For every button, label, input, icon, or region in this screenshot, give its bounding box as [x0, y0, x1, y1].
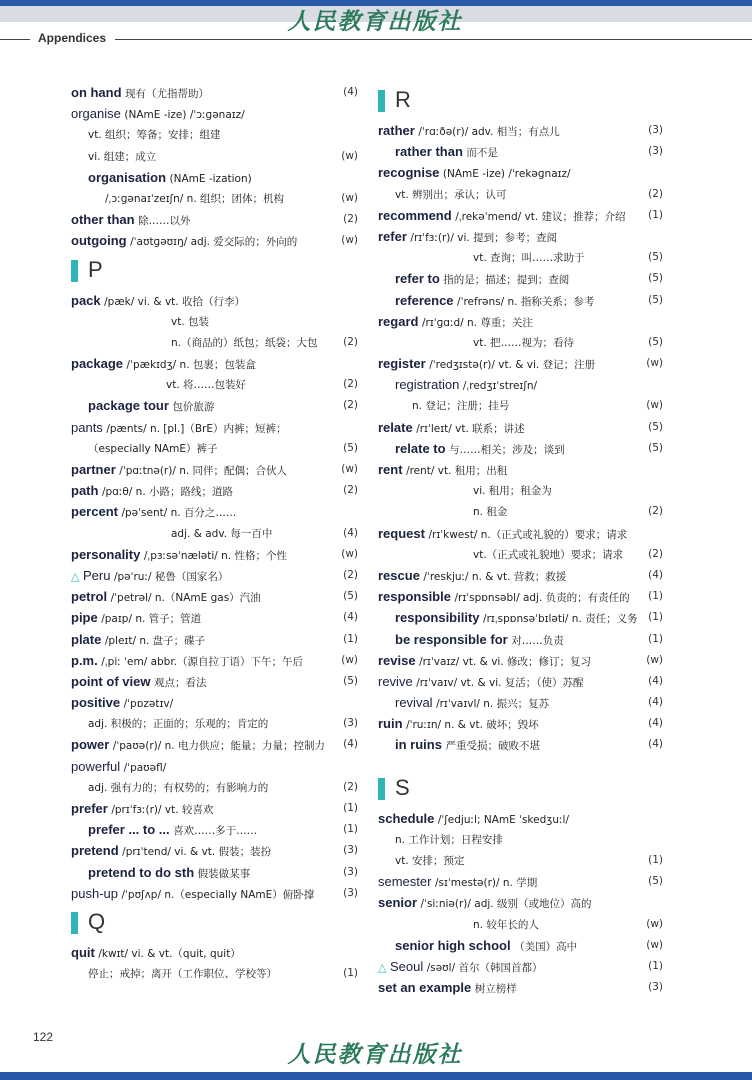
- unit-reference: (1): [648, 611, 663, 624]
- entry-definition: vt. 安排；预定: [395, 855, 465, 867]
- unit-reference: (4): [648, 696, 663, 709]
- headword: regard: [378, 313, 419, 329]
- entry-line: [71, 459, 358, 480]
- entry-line: [378, 395, 663, 416]
- headword: pretend: [71, 843, 119, 859]
- header-rule-right: [115, 39, 752, 40]
- headword: power: [71, 737, 110, 753]
- header-rule-left: [0, 39, 30, 40]
- entry-line: [71, 798, 358, 819]
- headword: pants: [71, 419, 103, 435]
- entry-line: [71, 82, 358, 103]
- unit-reference: (2): [343, 484, 358, 497]
- entry-definition: 包价旅游: [172, 401, 215, 414]
- headword: other than: [71, 212, 135, 228]
- unit-reference: (1): [648, 208, 663, 221]
- entry-definition: /rɪˈvaɪz/ vt. & vi. 修改；修订；复习: [419, 655, 592, 668]
- entry-definition: (NAmE -ization): [169, 172, 252, 185]
- headword: set an example: [378, 980, 472, 996]
- headword: be responsible for: [395, 631, 508, 647]
- entry-definition: /ˈsiːniə(r)/ adj. 级别（或地位）高的: [420, 898, 592, 911]
- entry-definition: /ˌredʒɪˈstreɪʃn/: [462, 380, 538, 393]
- headword: plate: [71, 631, 102, 647]
- entry-line: [71, 607, 358, 628]
- entry-definition: /ˈpɑːtnə(r)/ n. 同伴；配偶；合伙人: [119, 465, 288, 477]
- entry-line: [378, 914, 663, 935]
- headword: personality: [71, 546, 141, 562]
- entry-line: [378, 501, 663, 522]
- entry-definition: /pəˈsent/ n. 百分之……: [121, 507, 237, 520]
- headword: revival: [395, 695, 433, 711]
- headword: relate: [378, 419, 413, 435]
- entry-definition: /rɪˈɡɑːd/ n. 尊重；关注: [421, 316, 533, 329]
- headword: prefer: [71, 801, 108, 816]
- section-heading: [378, 770, 663, 808]
- entry-definition: /ˈaʊtɡəʊɪŋ/ adj. 爱交际的；外向的: [130, 236, 298, 249]
- headword: recommend: [378, 207, 452, 223]
- headword: ruin: [378, 716, 403, 732]
- unit-reference: (1): [343, 632, 358, 645]
- entry-definition: /kwɪt/ vi. & vt.（quit, quit）: [98, 947, 241, 960]
- unit-reference: (2): [648, 187, 663, 200]
- headword: schedule: [378, 810, 435, 826]
- entry-definition: /ˌpɜːsəˈnæləti/ n. 性格；个性: [143, 549, 287, 562]
- unit-reference: (w): [341, 653, 358, 666]
- unit-reference: (2): [648, 505, 663, 518]
- entry-line: [71, 586, 358, 607]
- headword: package tour: [88, 398, 169, 414]
- headword: revive: [378, 673, 413, 689]
- entry-definition: /ˈreskjuː/ n. & vt. 营救；救援: [423, 570, 567, 583]
- headword: on hand: [71, 85, 122, 100]
- unit-reference: (2): [343, 780, 358, 793]
- unit-reference: (2): [343, 399, 358, 412]
- headword: in ruins: [395, 737, 442, 753]
- entry-definition: n.（商品的）纸包；纸袋；大包: [171, 336, 318, 349]
- entry-definition: vt. 组织；筹备；安排；组建: [88, 129, 221, 142]
- section-marker-bar: [71, 912, 78, 934]
- entry-line: [71, 942, 358, 963]
- unit-reference: (4): [343, 738, 358, 751]
- bottom-color-bar: [0, 1072, 752, 1080]
- entry-definition: vt. 包装: [171, 315, 210, 328]
- entry-line: [71, 565, 358, 586]
- entry-line: [378, 205, 663, 226]
- headword: senior high school: [395, 937, 511, 953]
- entry-definition: /ˈpʊʃʌp/ n.（especially NAmE）俯卧撑: [121, 888, 315, 901]
- entry-definition: /ˌrekəˈmend/ vt. 建议；推荐；介绍: [455, 210, 626, 223]
- entry-definition: /ˈpaʊəfl/: [123, 761, 167, 774]
- entry-line: [378, 713, 663, 734]
- entry-definition: 严重受损；破败不堪: [445, 740, 540, 753]
- section-letter: Q: [88, 908, 106, 934]
- entry-line: [71, 734, 358, 755]
- entry-definition: 假装做某事: [197, 867, 251, 880]
- entry-definition: /prɪˈtend/ vi. & vt. 假装；装扮: [122, 846, 272, 859]
- entry-line: [378, 226, 663, 247]
- section-letter: S: [395, 774, 410, 800]
- unit-reference: (w): [341, 191, 358, 204]
- headword: outgoing: [71, 233, 127, 249]
- entry-line: [378, 268, 663, 289]
- entry-definition: /pæk/ vi. & vt. 收拾（行李）: [104, 295, 245, 308]
- entry-line: [378, 353, 663, 374]
- entry-line: [378, 607, 663, 628]
- entry-line: [71, 480, 358, 501]
- entry-line: [378, 586, 663, 607]
- entry-definition: （美国）高中: [514, 940, 578, 953]
- section-heading: [71, 904, 358, 942]
- entry-line: [378, 374, 663, 395]
- unit-reference: (3): [343, 886, 358, 899]
- headword: p.m.: [71, 652, 98, 668]
- entry-definition: vt. 查询；叫……求助于: [473, 252, 585, 265]
- entry-line: [71, 374, 358, 395]
- entry-line: [71, 167, 358, 188]
- unit-reference: (4): [343, 526, 358, 539]
- entry-line: [378, 692, 663, 713]
- headword: refer: [378, 228, 407, 244]
- entry-line: [71, 501, 358, 522]
- unit-reference: (1): [648, 590, 663, 603]
- entry-line: [71, 883, 358, 904]
- entry-line: [71, 671, 358, 692]
- entry-line: [71, 311, 358, 332]
- entry-line: [378, 162, 663, 183]
- headword: powerful: [71, 758, 121, 774]
- entry-line: [378, 184, 663, 205]
- entry-definition: /rɪˈspɒnsəbl/ adj. 负责的；有责任的: [454, 592, 630, 605]
- unit-reference: (2): [343, 568, 358, 581]
- headword: reference: [395, 292, 454, 308]
- entry-definition: /ˈpaʊə(r)/ n. 电力供应；能量；力量；控制力: [112, 740, 325, 753]
- left-column: [71, 82, 358, 984]
- headword: partner: [71, 462, 116, 477]
- headword: rescue: [378, 567, 420, 583]
- entry-definition: /rɪˈvaɪv/ vt. & vi. 复活；（使）苏醒: [416, 676, 584, 689]
- entry-definition: /rɪˈfɜː(r)/ vi. 提到；参考；查阅: [410, 231, 558, 244]
- entry-line: [378, 977, 663, 998]
- headword: path: [71, 483, 99, 499]
- publisher-logo-top: 人民教育出版社: [287, 8, 463, 35]
- unit-reference: (5): [343, 674, 358, 687]
- entry-definition: /rɪˈvaɪvl/ n. 振兴；复苏: [436, 698, 550, 711]
- unit-reference: (5): [648, 420, 663, 433]
- entry-line: [71, 438, 358, 459]
- proper-noun-triangle-icon: △: [71, 569, 80, 583]
- section-letter: R: [395, 87, 411, 112]
- unit-reference: (w): [646, 938, 663, 951]
- entry-definition: /rɪˈkwest/ n.（正式或礼貌的）要求；请求: [428, 528, 628, 541]
- entry-line: [378, 650, 663, 671]
- entry-definition: adj. & adv. 每一百中: [171, 527, 273, 540]
- unit-reference: (5): [648, 272, 663, 285]
- entry-line: [378, 734, 663, 755]
- headword: point of view: [71, 673, 151, 689]
- headword: percent: [71, 504, 118, 520]
- entry-line: [71, 692, 358, 713]
- entry-definition: n. 租金: [473, 506, 508, 519]
- entry-definition: 而不是: [466, 147, 498, 160]
- unit-reference: (1): [648, 959, 663, 972]
- entry-line: [71, 188, 358, 209]
- section-heading: [71, 252, 358, 290]
- entry-line: [71, 629, 358, 650]
- unit-reference: (2): [343, 335, 358, 348]
- entry-line: [71, 209, 358, 230]
- section-marker-bar: [71, 260, 78, 282]
- section-heading: [378, 82, 663, 120]
- entry-definition: /rɪˈleɪt/ vt. 联系；讲述: [416, 422, 525, 435]
- unit-reference: (4): [343, 86, 358, 98]
- unit-reference: (1): [343, 967, 358, 980]
- unit-reference: (4): [343, 611, 358, 624]
- entry-line: [71, 756, 358, 777]
- entry-definition: /pɑːθ/ n. 小路；路线；道路: [101, 486, 233, 499]
- entry-line: [378, 935, 663, 956]
- unit-reference: (w): [646, 399, 663, 412]
- unit-reference: (3): [648, 981, 663, 994]
- entry-line: [71, 124, 358, 145]
- entry-definition: 除……以外: [138, 215, 191, 228]
- entry-definition: /paɪp/ n. 管子；管道: [101, 613, 202, 626]
- headword: recognise: [378, 165, 440, 181]
- entry-line: [378, 829, 663, 850]
- proper-noun-triangle-icon: △: [378, 960, 387, 974]
- section-gap: [378, 756, 663, 770]
- unit-reference: (w): [646, 917, 663, 930]
- entry-line: [378, 850, 663, 871]
- entry-definition: (NAmE -ize) /ˈɔːɡənaɪz/: [124, 109, 245, 122]
- entry-line: [71, 862, 358, 883]
- unit-reference: (1): [648, 854, 663, 866]
- entry-line: [378, 892, 663, 913]
- unit-reference: (5): [648, 335, 663, 348]
- entry-definition: /pænts/ n. [pl.]（BrE）内裤；短裤；: [106, 422, 287, 435]
- entry-line: [71, 146, 358, 167]
- unit-reference: (w): [341, 547, 358, 560]
- entry-definition: /ˌpiː ˈem/ abbr.（源自拉丁语）下午；午后: [101, 655, 304, 668]
- headword: organisation: [88, 169, 167, 185]
- entry-definition: 观点；看法: [153, 676, 207, 689]
- entry-definition: /prɪˈfɜː(r)/ vt. 较喜欢: [111, 804, 214, 816]
- unit-reference: (5): [343, 590, 358, 603]
- unit-reference: (5): [648, 441, 663, 454]
- entry-line: [71, 963, 358, 984]
- entry-line: [378, 247, 663, 268]
- headword: pipe: [71, 610, 98, 626]
- entry-definition: /ˈrɑːðə(r)/ adv. 相当；有点儿: [418, 126, 560, 138]
- entry-definition: /sɪˈmestə(r)/ n. 学期: [434, 877, 538, 890]
- entry-definition: 喜欢……多于……: [173, 825, 258, 838]
- headword: pretend to do sth: [88, 864, 195, 880]
- entry-line: [378, 480, 663, 501]
- headword: push-up: [71, 885, 118, 901]
- entry-definition: /rent/ vt. 租用；出租: [406, 465, 508, 477]
- entry-line: [378, 459, 663, 480]
- entry-line: [378, 544, 663, 565]
- entry-definition: /pəˈruː/ 秘鲁（国家名）: [113, 570, 229, 583]
- unit-reference: (w): [341, 463, 358, 475]
- entry-line: [378, 141, 663, 162]
- headword: senior: [378, 895, 418, 911]
- unit-reference: (4): [648, 674, 663, 687]
- entry-line: [378, 565, 663, 586]
- entry-definition: vt. 将……包装好: [166, 379, 247, 392]
- unit-reference: (1): [343, 802, 358, 814]
- publisher-logo-bottom: 人民教育出版社: [287, 1041, 463, 1068]
- unit-reference: (4): [648, 568, 663, 581]
- section-letter: P: [88, 256, 103, 282]
- unit-reference: (w): [646, 357, 663, 370]
- headword: revise: [378, 652, 416, 668]
- headword: request: [378, 525, 425, 541]
- entry-definition: /ˈʃedjuːl; NAmE ˈskedʒuːl/: [437, 813, 569, 826]
- entry-line: [378, 523, 663, 544]
- unit-reference: (2): [343, 378, 358, 391]
- unit-reference: (w): [646, 653, 663, 666]
- headword: rent: [378, 462, 403, 477]
- unit-reference: (5): [648, 875, 663, 888]
- headword: pack: [71, 292, 101, 308]
- entry-definition: /ˈrefrəns/ n. 指称关系；参考: [457, 295, 595, 308]
- headword: refer to: [395, 271, 440, 287]
- unit-reference: (2): [648, 547, 663, 560]
- entry-definition: (NAmE -ize) /ˈrekəɡnaɪz/: [442, 168, 571, 181]
- entry-definition: /ˈredʒɪstə(r)/ vt. & vi. 登记；注册: [429, 359, 596, 372]
- headword: rather: [378, 123, 415, 138]
- entry-line: [71, 395, 358, 416]
- unit-reference: (w): [341, 149, 358, 162]
- headword: Seoul: [389, 958, 424, 974]
- unit-reference: (3): [343, 717, 358, 730]
- headword: organise: [71, 106, 121, 122]
- entry-definition: /ˈpækɪdʒ/ n. 包裹；包装盒: [126, 359, 256, 372]
- headword: registration: [395, 377, 460, 393]
- entry-definition: /ˈpɒzətɪv/: [123, 698, 174, 711]
- entry-line: [378, 438, 663, 459]
- entry-definition: n. 工作计划；日程安排: [395, 833, 503, 846]
- headword: Peru: [82, 567, 111, 583]
- entry-line: [378, 120, 663, 141]
- entry-definition: /rɪˌspɒnsəˈbɪləti/ n. 责任；义务: [483, 613, 638, 626]
- entry-line: [71, 290, 358, 311]
- unit-reference: (5): [648, 251, 663, 264]
- entry-line: [378, 417, 663, 438]
- page-number: 122: [33, 1030, 54, 1044]
- entry-line: [71, 230, 358, 251]
- entry-line: [378, 808, 663, 829]
- unit-reference: (5): [343, 441, 358, 454]
- headword: rather than: [395, 144, 463, 160]
- entry-definition: /ˌɔːɡənaɪˈzeɪʃn/ n. 组织；团体；机构: [105, 192, 284, 205]
- entry-definition: /pleɪt/ n. 盘子；碟子: [104, 634, 206, 647]
- unit-reference: (3): [648, 124, 663, 136]
- entry-definition: n. 登记；注册；挂号: [412, 400, 510, 413]
- section-marker-bar: [378, 90, 385, 112]
- unit-reference: (4): [648, 738, 663, 751]
- entry-line: [378, 311, 663, 332]
- entry-definition: vt.（正式或礼貌地）要求；请求: [473, 548, 624, 561]
- entry-definition: 停止；戒掉；离开（工作职位、学校等）: [88, 968, 277, 981]
- entry-line: [378, 871, 663, 892]
- entry-definition: vi. 租用；租金为: [473, 485, 552, 498]
- headword: petrol: [71, 589, 108, 605]
- entry-definition: 对……负责: [511, 634, 564, 647]
- headword: prefer ... to ...: [88, 822, 170, 838]
- unit-reference: (w): [341, 234, 358, 247]
- entry-definition: vt. 辨别出；承认；认可: [395, 188, 507, 201]
- headword: semester: [378, 874, 432, 890]
- entry-definition: 现有（尤指帮助）: [125, 88, 210, 100]
- unit-reference: (1): [648, 632, 663, 645]
- entry-definition: vi. 组建；成立: [88, 150, 157, 163]
- headword: relate to: [395, 440, 446, 456]
- unit-reference: (5): [648, 293, 663, 306]
- entry-definition: adj. 积极的；正面的；乐观的；肯定的: [88, 718, 269, 731]
- headword: register: [378, 356, 426, 372]
- entry-line: [71, 353, 358, 374]
- entry-definition: 指的是；描述；提到；查阅: [443, 274, 570, 287]
- unit-reference: (1): [343, 823, 358, 836]
- entry-definition: 树立榜样: [474, 983, 517, 996]
- entry-line: [378, 332, 663, 353]
- entry-line: [71, 713, 358, 734]
- entry-definition: n. 较年长的人: [473, 918, 539, 931]
- entry-line: [378, 671, 663, 692]
- section-marker-bar: [378, 778, 385, 800]
- entry-line: [378, 629, 663, 650]
- entry-definition: adj. 强有力的；有权势的；有影响力的: [88, 781, 269, 794]
- entry-line: [71, 544, 358, 565]
- entry-line: [71, 103, 358, 124]
- unit-reference: (3): [648, 145, 663, 158]
- headword: positive: [71, 695, 121, 711]
- headword: responsibility: [395, 610, 480, 626]
- headword: quit: [71, 944, 95, 960]
- section-label: Appendices: [38, 31, 107, 45]
- unit-reference: (2): [343, 213, 358, 226]
- entry-definition: /ˈpetrəl/ n.（NAmE gas）汽油: [110, 592, 261, 605]
- entry-line: [71, 819, 358, 840]
- entry-definition: （especially NAmE）裤子: [88, 442, 218, 455]
- entry-definition: /səʊl/ 首尔（韩国首都）: [426, 961, 543, 974]
- headword: package: [71, 356, 124, 372]
- entry-line: [71, 840, 358, 861]
- entry-definition: /ˈruːɪn/ n. & vt. 破坏；毁坏: [406, 719, 539, 732]
- entry-line: [378, 956, 663, 977]
- entry-definition: vt. 把……视为；看待: [473, 336, 575, 349]
- right-column: [378, 82, 663, 998]
- entry-line: [71, 650, 358, 671]
- headword: responsible: [378, 589, 451, 605]
- entry-line: [71, 777, 358, 798]
- unit-reference: (3): [343, 865, 358, 878]
- unit-reference: (4): [648, 717, 663, 730]
- entry-line: [71, 523, 358, 544]
- entry-line: [71, 417, 358, 438]
- entry-line: [71, 332, 358, 353]
- entry-line: [378, 290, 663, 311]
- entry-definition: 与……相关；涉及；谈到: [449, 443, 565, 456]
- unit-reference: (3): [343, 844, 358, 857]
